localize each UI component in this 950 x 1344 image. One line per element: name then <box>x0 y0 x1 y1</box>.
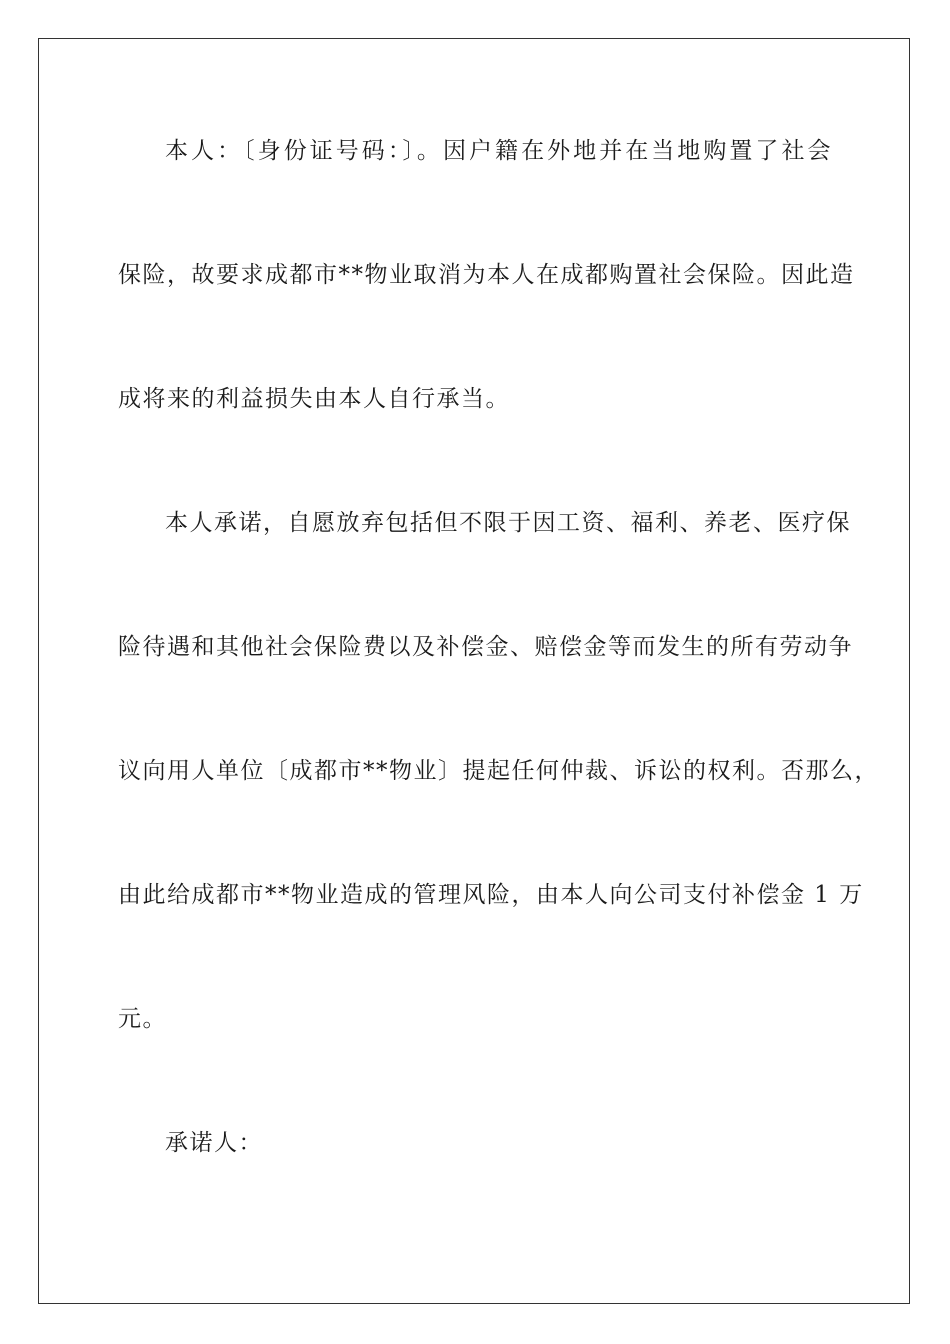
paragraph-2-line-5: 元。 <box>118 1006 167 1032</box>
paragraph-2-line-3: 议向用人单位〔成都市**物业〕提起任何仲裁、诉讼的权利。否那么， <box>118 758 879 784</box>
paragraph-1-line-1: 本人：〔身份证号码：〕。因户籍在外地并在当地购置了社会 <box>165 138 832 164</box>
paragraph-1-line-2: 保险，故要求成都市**物业取消为本人在成都购置社会保险。因此造 <box>118 262 855 288</box>
page-border <box>38 38 910 1304</box>
paragraph-2-line-2: 险待遇和其他社会保险费以及补偿金、赔偿金等而发生的所有劳动争 <box>118 634 853 660</box>
signature-label: 承诺人： <box>165 1130 263 1156</box>
paragraph-2-line-4: 由此给成都市**物业造成的管理风险，由本人向公司支付补偿金 1 万 <box>118 882 864 908</box>
paragraph-1-line-3: 成将来的利益损失由本人自行承当。 <box>118 386 510 412</box>
paragraph-2-line-1: 本人承诺，自愿放弃包括但不限于因工资、福利、养老、医疗保 <box>165 510 851 536</box>
